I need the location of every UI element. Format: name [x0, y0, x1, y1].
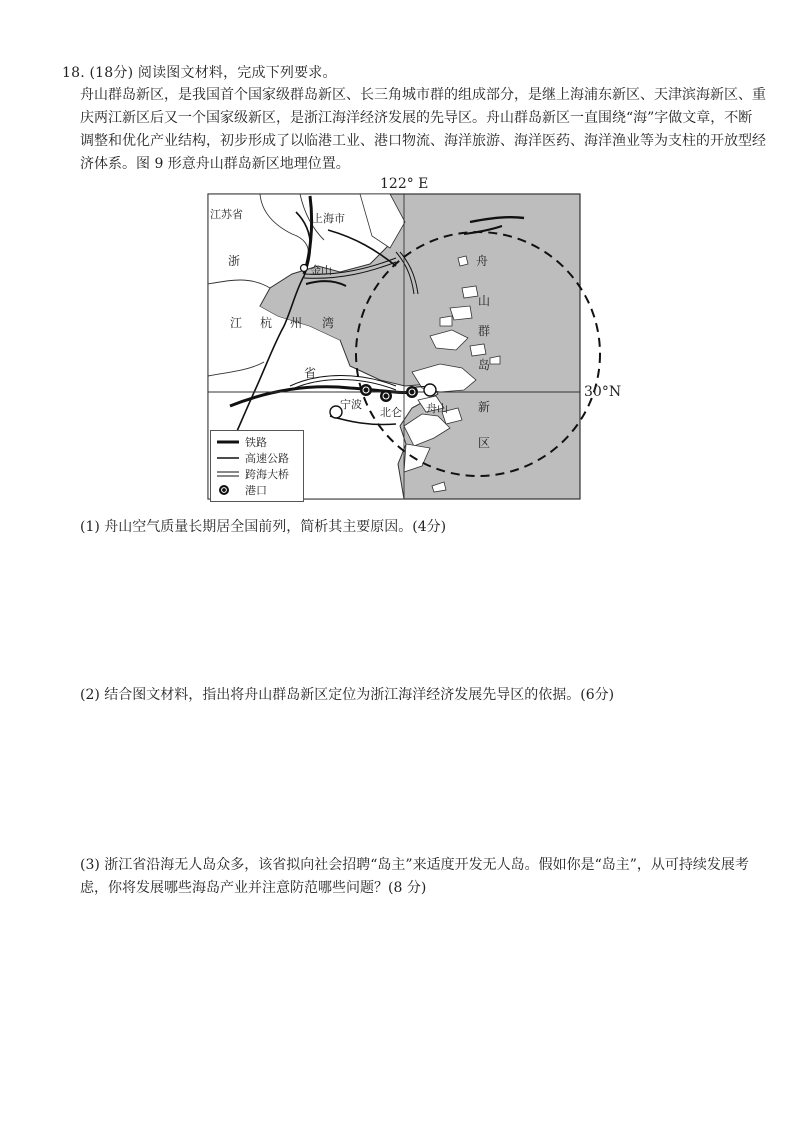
new-area-char: 新 [478, 400, 491, 414]
hangzhou-bay-label-1: 杭 [260, 316, 273, 330]
material-line: 舟山群岛新区，是我国首个国家级群岛新区、长三角城市群的组成部分，是继上海浦东新区、天津滨海新区、重 [80, 87, 766, 103]
legend-port [217, 482, 267, 498]
material-line: 庆两江新区后又一个国家级新区，是浙江海洋经济发展的先导区。舟山群岛新区一直围绕“海”字做文章，不断 [80, 110, 753, 126]
hangzhou-bay-label-3: 湾 [322, 316, 335, 330]
legend-highway-label: 高速公路 [245, 452, 289, 465]
port-icon [406, 386, 418, 398]
legend-bridge [217, 466, 289, 482]
hangzhou-bay-label-2: 州 [290, 316, 303, 330]
material-paragraph [80, 84, 766, 176]
highway-symbol [217, 454, 239, 462]
material-line: 调整和优化产业结构，初步形成了以临港工业、港口物流、海洋旅游、海洋医药、海洋渔业等为支柱的开放型经 [80, 133, 766, 149]
ningbo-label: 宁波 [340, 398, 362, 411]
new-area-char: 群 [478, 324, 491, 338]
beilun-label: 北仑 [380, 406, 402, 419]
figure-9-map [200, 176, 630, 506]
longitude-label: 122° E [380, 176, 429, 192]
port-icon [360, 384, 372, 396]
anchor-icon [217, 484, 239, 496]
railway-symbol [217, 438, 239, 446]
sheng-label: 省 [304, 366, 317, 380]
zhoushan-label: 舟山 [426, 402, 448, 415]
material-line: 济体系。图 9 形意舟山群岛新区地理位置。 [80, 156, 350, 172]
shanghai-label: 上海市 [312, 212, 345, 225]
latitude-label: 30°N [584, 384, 622, 400]
jinshan-city-marker [301, 265, 308, 272]
new-area-char: 舟 [476, 254, 489, 268]
zhe-label: 浙 [228, 254, 241, 268]
sub-question-line: (3) 浙江省沿海无人岛众多，该省拟向社会招聘“岛主”来适度开发无人岛。假如你是“岛主”，从可持续发展考 [80, 857, 749, 873]
jiangsu-label: 江苏省 [210, 208, 243, 221]
new-area-char: 区 [478, 436, 491, 450]
new-area-char: 岛 [478, 358, 491, 372]
jiang-label: 江 [230, 316, 243, 330]
sub-question-line: (1) 舟山空气质量长期居全国前列，简析其主要原因。(4分) [80, 519, 447, 535]
sub-question-3 [80, 854, 752, 900]
question-header: 18. (18分) 阅读图文材料，完成下列要求。 [62, 65, 337, 81]
port-icon [380, 390, 392, 402]
new-area-char: 山 [478, 294, 491, 308]
zhoushan-city-marker [424, 384, 436, 396]
legend-highway [217, 450, 289, 466]
bridge-symbol [217, 470, 239, 478]
legend-railway [217, 434, 267, 450]
map-legend [210, 430, 304, 502]
sub-question-1 [80, 516, 752, 539]
sub-question-line: 虑，你将发展哪些海岛产业并注意防范哪些问题？(8 分) [80, 880, 427, 896]
legend-port-label: 港口 [245, 484, 267, 497]
sub-question-2 [80, 684, 752, 707]
sub-question-line: (2) 结合图文材料，指出将舟山群岛新区定位为浙江海洋经济发展先导区的依据。(6分) [80, 687, 615, 703]
legend-bridge-label: 跨海大桥 [245, 468, 289, 481]
legend-railway-label: 铁路 [245, 436, 267, 449]
jinshan-label: 金山 [310, 264, 332, 277]
